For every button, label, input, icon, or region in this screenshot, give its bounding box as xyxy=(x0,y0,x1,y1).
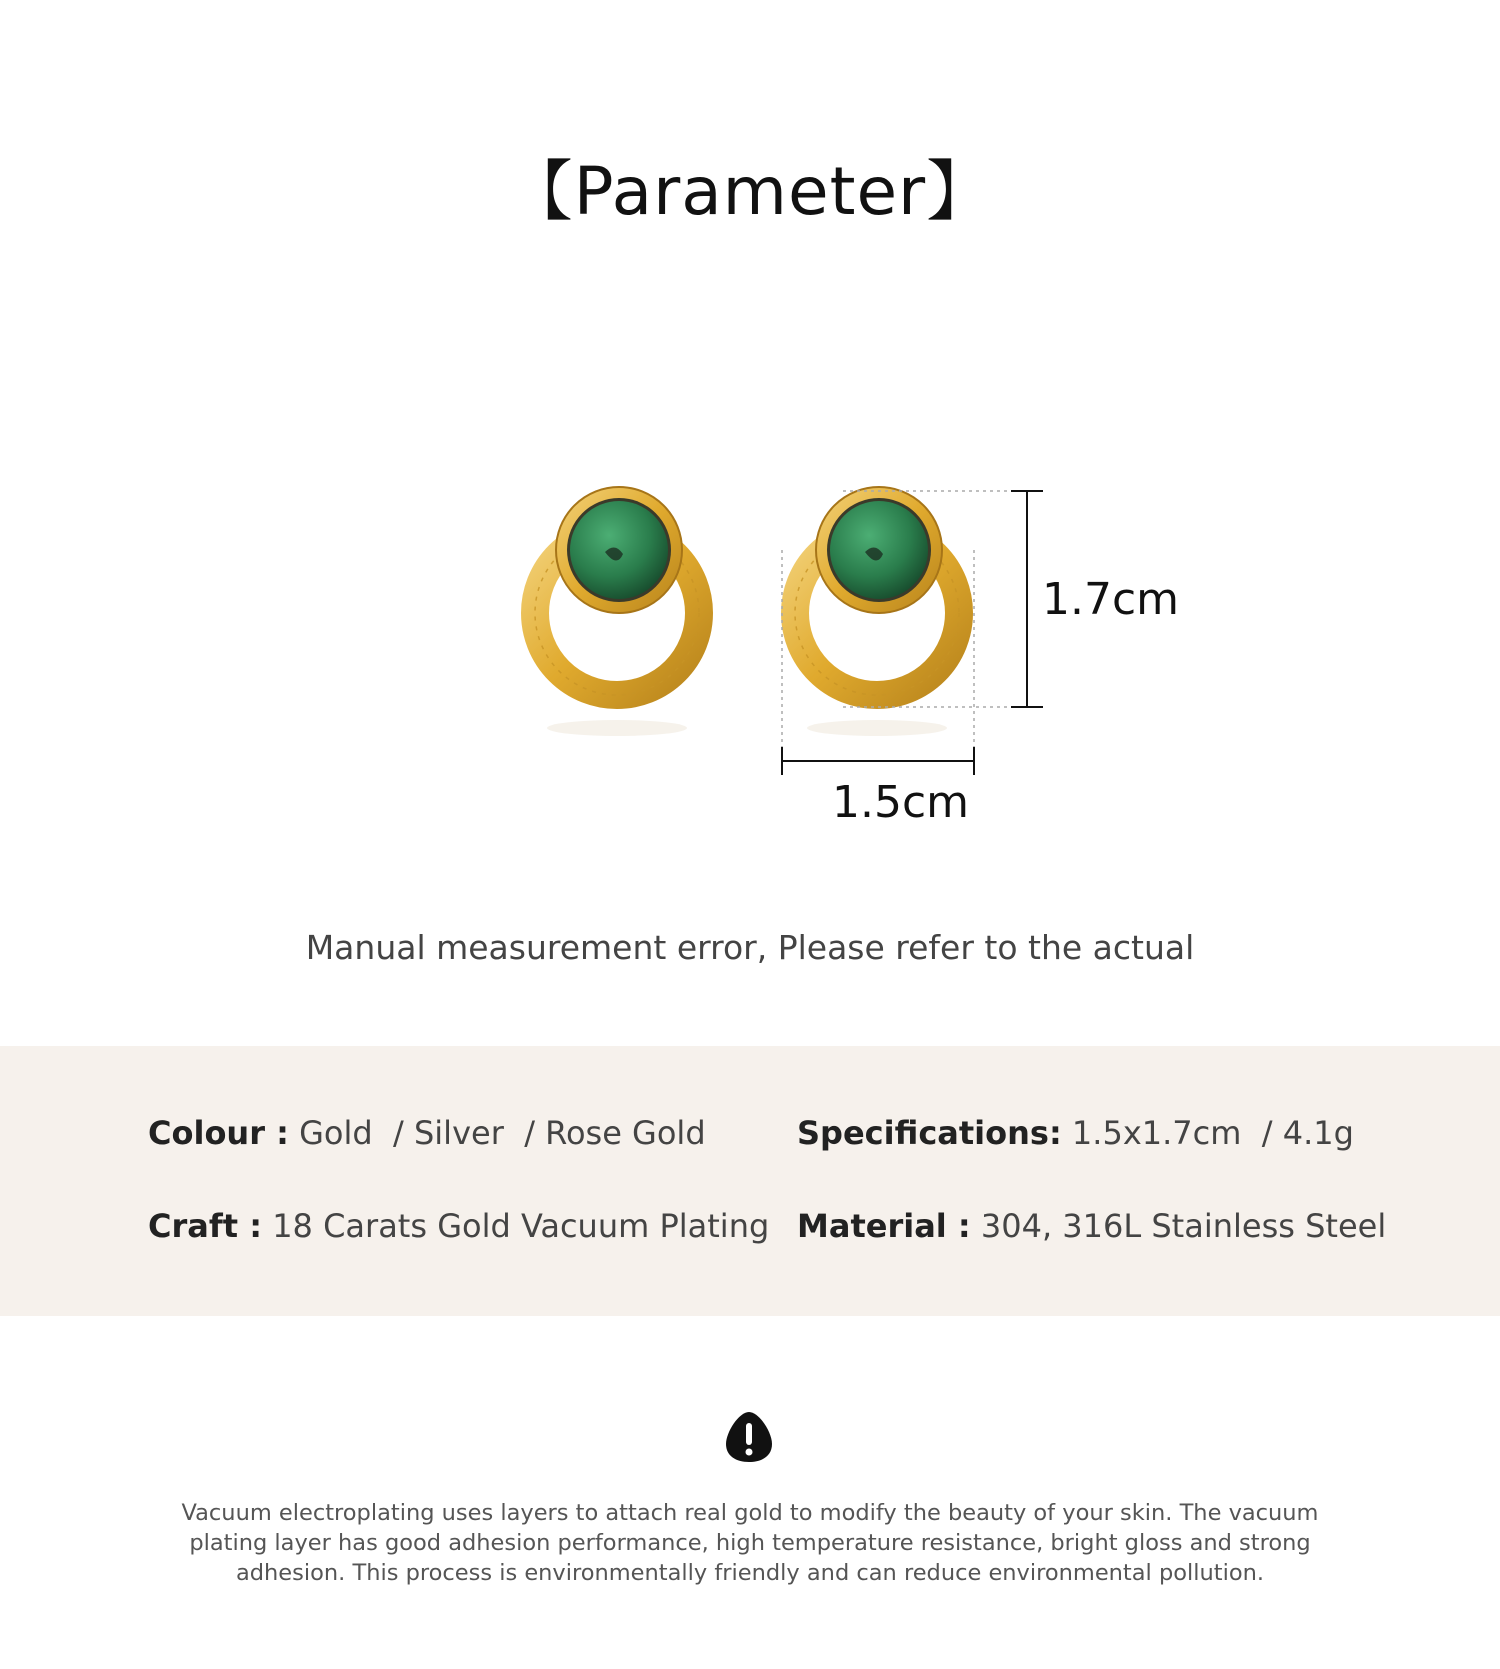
height-label: 1.7cm xyxy=(1042,574,1180,625)
page-title: 【Parameter】 xyxy=(506,153,994,230)
exclamation-icon xyxy=(724,1410,774,1464)
spec-specifications xyxy=(797,1114,1354,1152)
spec-colour xyxy=(148,1114,706,1152)
spec-specifications-key: Specifications: xyxy=(797,1114,1062,1152)
measurement-note: Manual measurement error, Please refer to the actual xyxy=(305,928,1195,967)
spec-specifications-value: 1.5x1.7cm / 4.1g xyxy=(1071,1114,1354,1152)
spec-material-key: Material : xyxy=(797,1207,971,1245)
spec-craft-value: 18 Carats Gold Vacuum Plating xyxy=(272,1207,770,1245)
spec-craft-key: Craft : xyxy=(148,1207,263,1245)
width-label: 1.5cm xyxy=(832,777,970,828)
height-dimension-bar xyxy=(1011,491,1043,707)
spec-material xyxy=(797,1207,1386,1245)
spec-craft xyxy=(148,1207,769,1245)
spec-colour-value: Gold / Silver / Rose Gold xyxy=(299,1114,706,1152)
spec-material-value: 304, 316L Stainless Steel xyxy=(980,1207,1387,1245)
spec-colour-key: Colour : xyxy=(148,1114,289,1152)
earring-right xyxy=(795,487,959,736)
width-dimension-bar xyxy=(782,747,974,775)
earring-left xyxy=(535,487,699,736)
disclaimer-text: Vacuum electroplating uses layers to attach real gold to modify the beauty of your skin. The vacuum plating layer has good adhesion performance, high temperature resistance, bright gloss and strong adhesion. This process is environmentally friendly and can reduce environmental pollution. xyxy=(181,1500,1319,1586)
spec-panel xyxy=(0,1046,1500,1316)
